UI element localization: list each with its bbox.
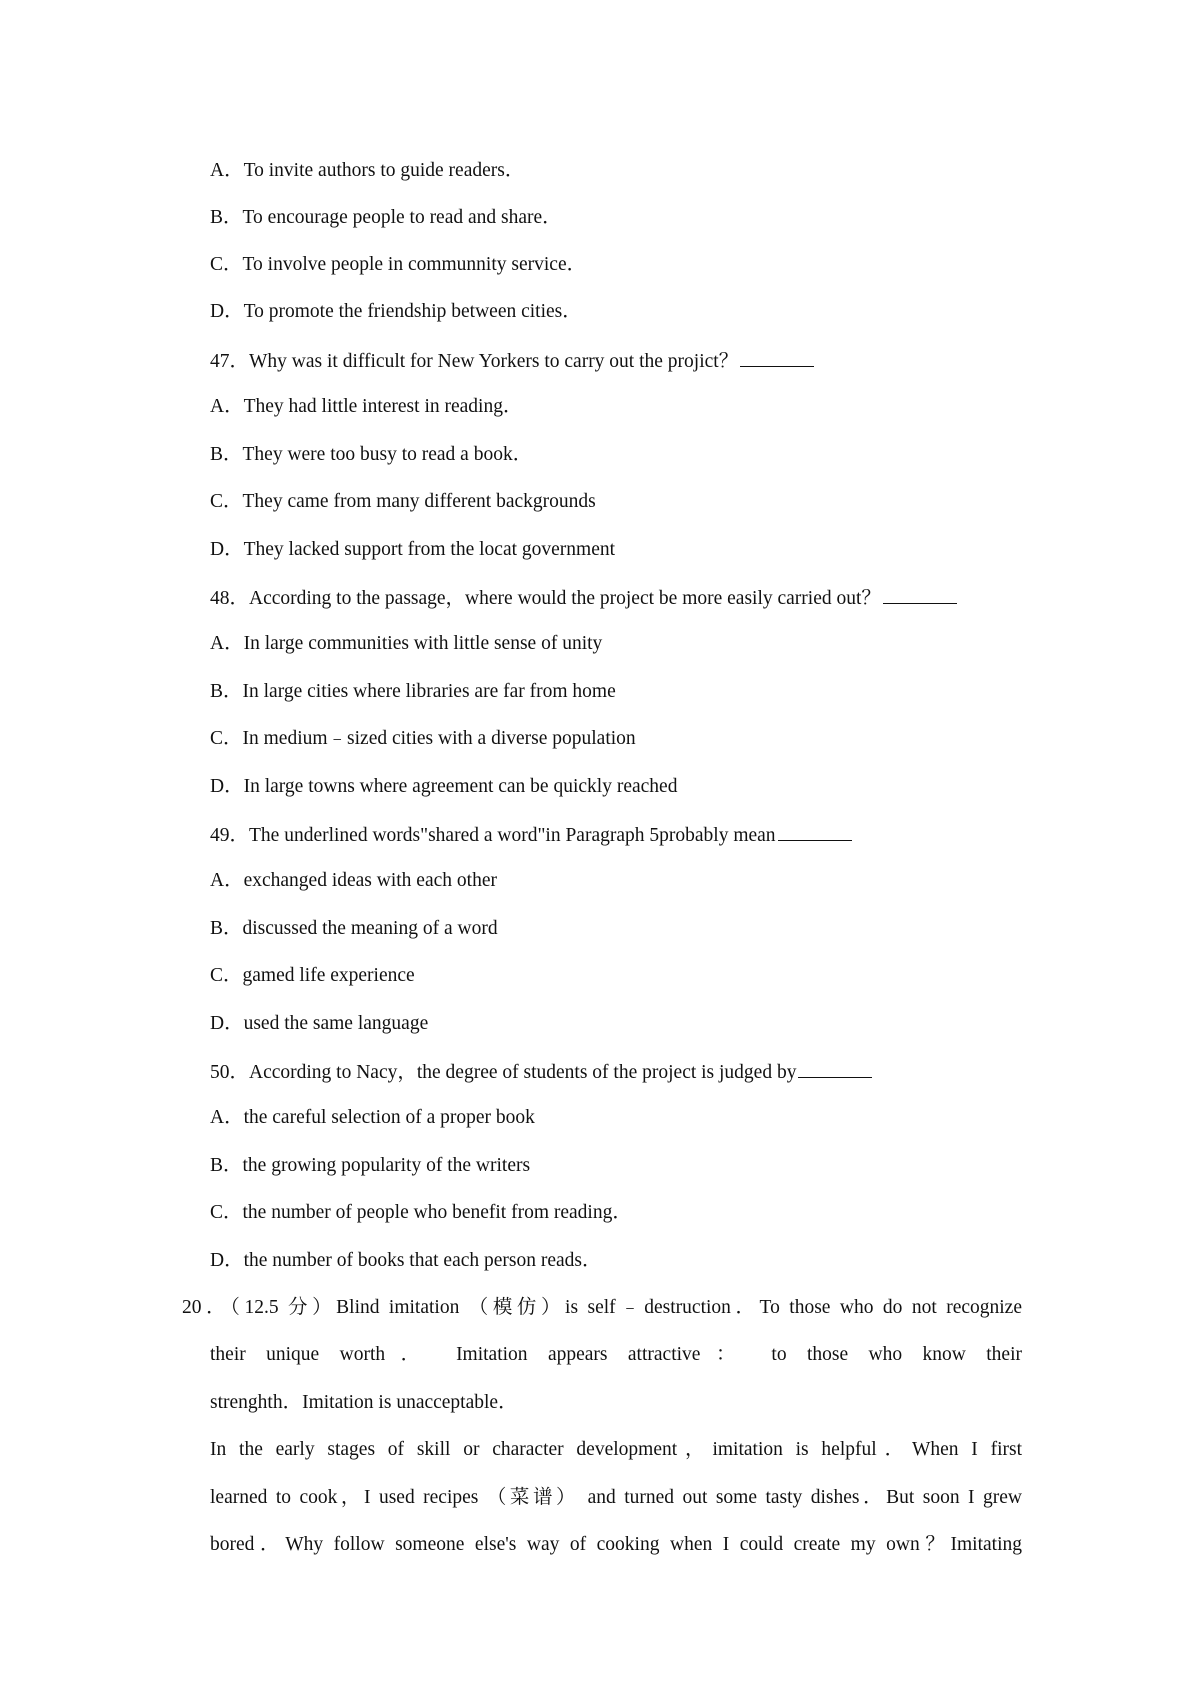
q50-option-d: D．the number of books that each person reads． (210, 1250, 602, 1271)
q20-passage-line-2: their unique worth． Imitation appears attractive： to those who know their (210, 1344, 1022, 1365)
q48-stem-row (210, 585, 957, 611)
q49-option-a: A．exchanged ideas with each other (210, 870, 497, 891)
answer-blank (740, 348, 814, 367)
q50-option-b: B．the growing popularity of the writers (210, 1155, 531, 1176)
answer-blank (778, 822, 852, 841)
q48-option-a: A．In large communities with little sense of unity (210, 633, 603, 654)
q48-option-c: C．In medium﹣sized cities with a diverse population (210, 728, 636, 749)
q20-passage-line-5: learned to cook，I used recipes （菜谱） and turned out some tasty dishes．But soon I grew (210, 1487, 1022, 1508)
q47-option-a: A．They had little interest in reading． (210, 396, 523, 417)
q46-option-b: B．To encourage people to read and share． (210, 207, 562, 228)
q47-option-b: B．They were too busy to read a book． (210, 444, 533, 465)
q50-stem: 50．According to Nacy，the degree of students of the project is judged by (210, 1062, 797, 1083)
answer-blank (798, 1059, 872, 1078)
q50-option-a: A．the careful selection of a proper book (210, 1107, 535, 1128)
q48-option-b: B．In large cities where libraries are far from home (210, 681, 616, 702)
q46-option-d: D．To promote the friendship between cities． (210, 301, 582, 322)
q48-stem: 48．According to the passage，where would the project be more easily carried out？ (210, 588, 881, 609)
q20-passage-line-6: bored．Why follow someone else's way of cooking when I could create my own？Imitating (210, 1534, 1022, 1555)
q47-option-d: D．They lacked support from the locat government (210, 539, 616, 560)
q47-stem: 47．Why was it difficult for New Yorkers to carry out the projict？ (210, 351, 739, 372)
q20-passage-line-3: strenghth．Imitation is unacceptable． (210, 1392, 518, 1413)
q50-option-c: C．the number of people who benefit from reading． (210, 1202, 632, 1223)
q49-stem: 49．The underlined words"shared a word"in Paragraph 5probably mean (210, 825, 776, 846)
q49-stem-row (210, 822, 852, 848)
q47-option-c: C．They came from many different backgrounds (210, 491, 596, 512)
q20-passage-line-1: 20．（12.5 分）Blind imitation （模仿）is self﹣destruction．To those who do not recognize (182, 1297, 1022, 1318)
q49-option-b: B．discussed the meaning of a word (210, 918, 498, 939)
q50-stem-row (210, 1059, 872, 1085)
q49-option-d: D．used the same language (210, 1013, 429, 1034)
answer-blank (883, 585, 957, 604)
q48-option-d: D．In large towns where agreement can be quickly reached (210, 776, 678, 797)
q46-option-a: A．To invite authors to guide readers． (210, 160, 525, 181)
q20-passage-line-4: In the early stages of skill or character development，imitation is helpful．When I first (210, 1439, 1022, 1460)
q49-option-c: C．gamed life experience (210, 965, 415, 986)
q46-option-c: C．To involve people in communnity service． (210, 254, 587, 275)
q47-stem-row (210, 348, 814, 374)
